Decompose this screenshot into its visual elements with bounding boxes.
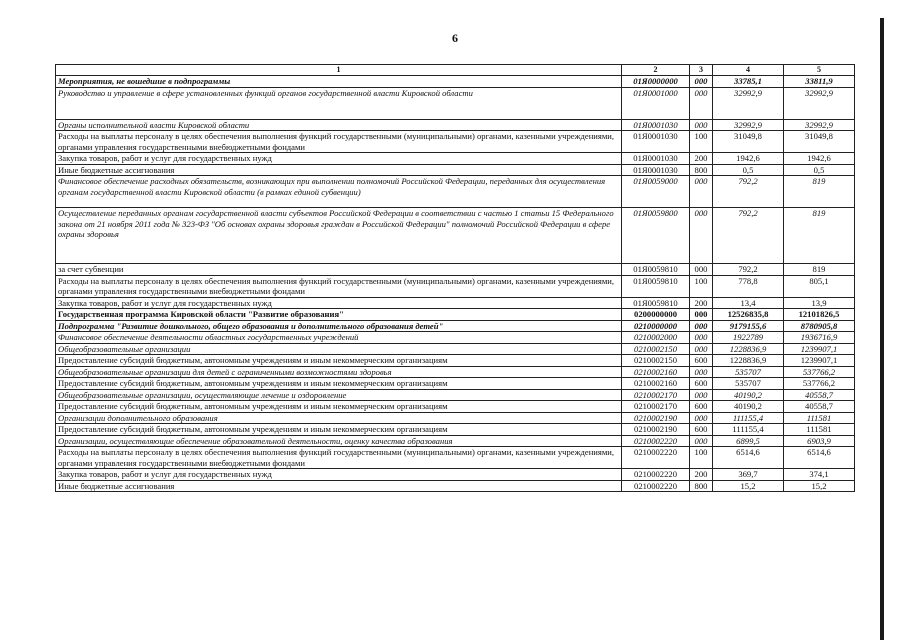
row-value-col4: 792,2 [713,264,784,276]
row-code: 0210002150 [622,343,690,355]
table-row [56,412,855,424]
row-code: 0210002160 [622,366,690,378]
row-value-col4: 1228836,9 [713,355,784,367]
row-code: 0210002220 [622,435,690,447]
row-value-col5: 819 [784,208,855,264]
row-code: 0210002170 [622,401,690,413]
row-code: 01Я0001030 [622,119,690,131]
row-code: 0210002220 [622,469,690,481]
row-code: 0210002150 [622,355,690,367]
row-name: Предоставление субсидий бюджетным, автономным учреждениям и иным некоммерческим организациям [56,378,622,390]
row-value-col5: 1936716,9 [784,332,855,344]
row-value-col4: 535707 [713,366,784,378]
header-col-4: 4 [713,65,784,76]
row-value-col4: 13,4 [713,297,784,309]
row-expense-type: 000 [690,76,713,88]
row-value-col5: 32992,9 [784,87,855,119]
table-row [56,332,855,344]
table-row [56,264,855,276]
table-row [56,480,855,492]
row-value-col5: 12101826,5 [784,309,855,321]
table-row [56,131,855,153]
row-value-col5: 13,9 [784,297,855,309]
row-code: 0210000000 [622,320,690,332]
row-expense-type: 000 [690,412,713,424]
row-value-col4: 40190,2 [713,401,784,413]
row-expense-type: 600 [690,401,713,413]
row-code: 01Я0001030 [622,131,690,153]
row-value-col5: 6514,6 [784,447,855,469]
row-name: за счет субвенции [56,264,622,276]
table-row [56,378,855,390]
row-code: 0210002220 [622,480,690,492]
table-row [56,164,855,176]
table-row [56,309,855,321]
row-value-col4: 778,8 [713,275,784,297]
row-name: Иные бюджетные ассигнования [56,164,622,176]
row-value-col4: 111155,4 [713,412,784,424]
row-expense-type: 600 [690,424,713,436]
row-value-col4: 1228836,9 [713,343,784,355]
row-value-col5: 15,2 [784,480,855,492]
row-value-col4: 111155,4 [713,424,784,436]
row-name: Мероприятия, не вошедшие в подпрограммы [56,76,622,88]
row-name: Предоставление субсидий бюджетным, автономным учреждениям и иным некоммерческим организациям [56,355,622,367]
row-name: Общеобразовательные организации для детей с ограниченными возможностями здоровья [56,366,622,378]
row-code: 01Я0001000 [622,87,690,119]
row-code: 0200000000 [622,309,690,321]
row-expense-type: 000 [690,208,713,264]
row-name: Предоставление субсидий бюджетным, автономным учреждениям и иным некоммерческим организациям [56,401,622,413]
row-name: Расходы на выплаты персоналу в целях обеспечения выполнения функций государственными (муниципальными) органами, казенными учреждениями, органами управления государственными внебюджетными фондами [56,447,622,469]
row-expense-type: 100 [690,131,713,153]
row-expense-type: 000 [690,389,713,401]
row-value-col5: 111581 [784,412,855,424]
row-name: Закупка товаров, работ и услуг для государственных нужд [56,297,622,309]
row-value-col5: 1942,6 [784,153,855,165]
row-expense-type: 000 [690,435,713,447]
row-name: Закупка товаров, работ и услуг для государственных нужд [56,469,622,481]
row-value-col5: 374,1 [784,469,855,481]
row-value-col4: 9179155,6 [713,320,784,332]
row-value-col5: 1239907,1 [784,343,855,355]
row-value-col4: 15,2 [713,480,784,492]
row-name: Подпрограмма "Развитие дошкольного, общего образования и дополнительного образования детей" [56,320,622,332]
row-name: Руководство и управление в сфере установленных функций органов государственной власти Кировской области [56,87,622,119]
table-row [56,447,855,469]
row-name: Организации, осуществляющие обеспечение образовательной деятельности, оценку качества образования [56,435,622,447]
row-expense-type: 200 [690,297,713,309]
row-name: Общеобразовательные организации, осуществляющие лечение и оздоровление [56,389,622,401]
table-row [56,366,855,378]
row-value-col5: 537766,2 [784,378,855,390]
row-expense-type: 000 [690,309,713,321]
row-value-col5: 819 [784,264,855,276]
table-row [56,401,855,413]
table-row [56,119,855,131]
row-expense-type: 000 [690,264,713,276]
row-name: Осуществление переданных органам государственной власти субъектов Российской Федерации в соответствии с частью 1 статьи 15 Федерального закона от 21 ноября 2011 года № 323-ФЗ "Об основах охраны здоровья граждан в Российской Федерации" полномочий Российской Федерации в сфере охраны здоровья [56,208,622,264]
row-name: Органы исполнительной власти Кировской области [56,119,622,131]
row-expense-type: 100 [690,275,713,297]
row-name: Предоставление субсидий бюджетным, автономным учреждениям и иным некоммерческим организациям [56,424,622,436]
row-code: 0210002160 [622,378,690,390]
row-value-col4: 6899,5 [713,435,784,447]
row-value-col4: 32992,9 [713,119,784,131]
row-value-col5: 8780905,8 [784,320,855,332]
row-value-col4: 1922789 [713,332,784,344]
row-code: 01Я0000000 [622,76,690,88]
row-expense-type: 200 [690,153,713,165]
table-row [56,435,855,447]
header-col-5: 5 [784,65,855,76]
table-row [56,297,855,309]
row-expense-type: 600 [690,355,713,367]
budget-table [55,64,855,492]
row-expense-type: 000 [690,176,713,208]
row-name: Закупка товаров, работ и услуг для государственных нужд [56,153,622,165]
table-row [56,343,855,355]
header-col-3: 3 [690,65,713,76]
row-value-col5: 111581 [784,424,855,436]
table-row [56,389,855,401]
row-value-col4: 6514,6 [713,447,784,469]
row-value-col4: 12526835,8 [713,309,784,321]
row-value-col4: 0,5 [713,164,784,176]
table-row [56,320,855,332]
row-code: 01Я0059810 [622,297,690,309]
row-value-col5: 33811,9 [784,76,855,88]
row-value-col4: 1942,6 [713,153,784,165]
table-header-row [56,65,855,76]
row-code: 01Я0059000 [622,176,690,208]
row-name: Финансовое обеспечение деятельности областных государственных учреждений [56,332,622,344]
row-expense-type: 200 [690,469,713,481]
row-value-col5: 6903,9 [784,435,855,447]
row-value-col5: 40558,7 [784,389,855,401]
row-value-col4: 369,7 [713,469,784,481]
table-row [56,208,855,264]
row-name: Расходы на выплаты персоналу в целях обеспечения выполнения функций государственными (муниципальными) органами, казенными учреждениями, органами управления государственными внебюджетными фондами [56,131,622,153]
page-number: 6 [452,31,458,45]
table-row [56,275,855,297]
row-value-col5: 31049,8 [784,131,855,153]
table-row [56,87,855,119]
header-col-2: 2 [622,65,690,76]
row-value-col5: 819 [784,176,855,208]
row-expense-type: 100 [690,447,713,469]
row-name: Государственная программа Кировской области "Развитие образования" [56,309,622,321]
row-value-col5: 805,1 [784,275,855,297]
row-value-col4: 792,2 [713,176,784,208]
table-row [56,153,855,165]
row-value-col5: 537766,2 [784,366,855,378]
row-code: 01Я0059810 [622,275,690,297]
row-code: 01Я0001030 [622,153,690,165]
row-name: Общеобразовательные организации [56,343,622,355]
row-expense-type: 000 [690,320,713,332]
row-expense-type: 000 [690,366,713,378]
row-code: 01Я0001030 [622,164,690,176]
row-expense-type: 600 [690,378,713,390]
row-name: Иные бюджетные ассигнования [56,480,622,492]
row-value-col4: 535707 [713,378,784,390]
row-value-col5: 1239907,1 [784,355,855,367]
row-code: 0210002170 [622,389,690,401]
row-code: 0210002000 [622,332,690,344]
row-expense-type: 000 [690,343,713,355]
row-expense-type: 800 [690,480,713,492]
row-value-col4: 32992,9 [713,87,784,119]
row-expense-type: 800 [690,164,713,176]
row-expense-type: 000 [690,87,713,119]
row-value-col4: 40190,2 [713,389,784,401]
row-name: Финансовое обеспечение расходных обязательств, возникающих при выполнении полномочий Российской Федерации, переданных для осуществления органам государственной власти Кировской области (в рамках единой субвенции) [56,176,622,208]
row-value-col5: 40558,7 [784,401,855,413]
row-expense-type: 000 [690,332,713,344]
table-row [56,355,855,367]
row-code: 01Я0059800 [622,208,690,264]
table-row [56,424,855,436]
row-value-col4: 792,2 [713,208,784,264]
row-code: 0210002190 [622,424,690,436]
row-value-col5: 0,5 [784,164,855,176]
row-value-col4: 31049,8 [713,131,784,153]
row-code: 0210002220 [622,447,690,469]
row-expense-type: 000 [690,119,713,131]
row-code: 0210002190 [622,412,690,424]
row-value-col5: 32992,9 [784,119,855,131]
header-col-1: 1 [56,65,622,76]
row-name: Организации дополнительного образования [56,412,622,424]
row-value-col4: 33785,1 [713,76,784,88]
table-row [56,76,855,88]
row-code: 01Я0059810 [622,264,690,276]
table-row [56,176,855,208]
row-name: Расходы на выплаты персоналу в целях обеспечения выполнения функций государственными (муниципальными) органами, казенными учреждениями, органами управления государственными внебюджетными фондами [56,275,622,297]
table-row [56,469,855,481]
scan-edge-bar [880,18,884,640]
